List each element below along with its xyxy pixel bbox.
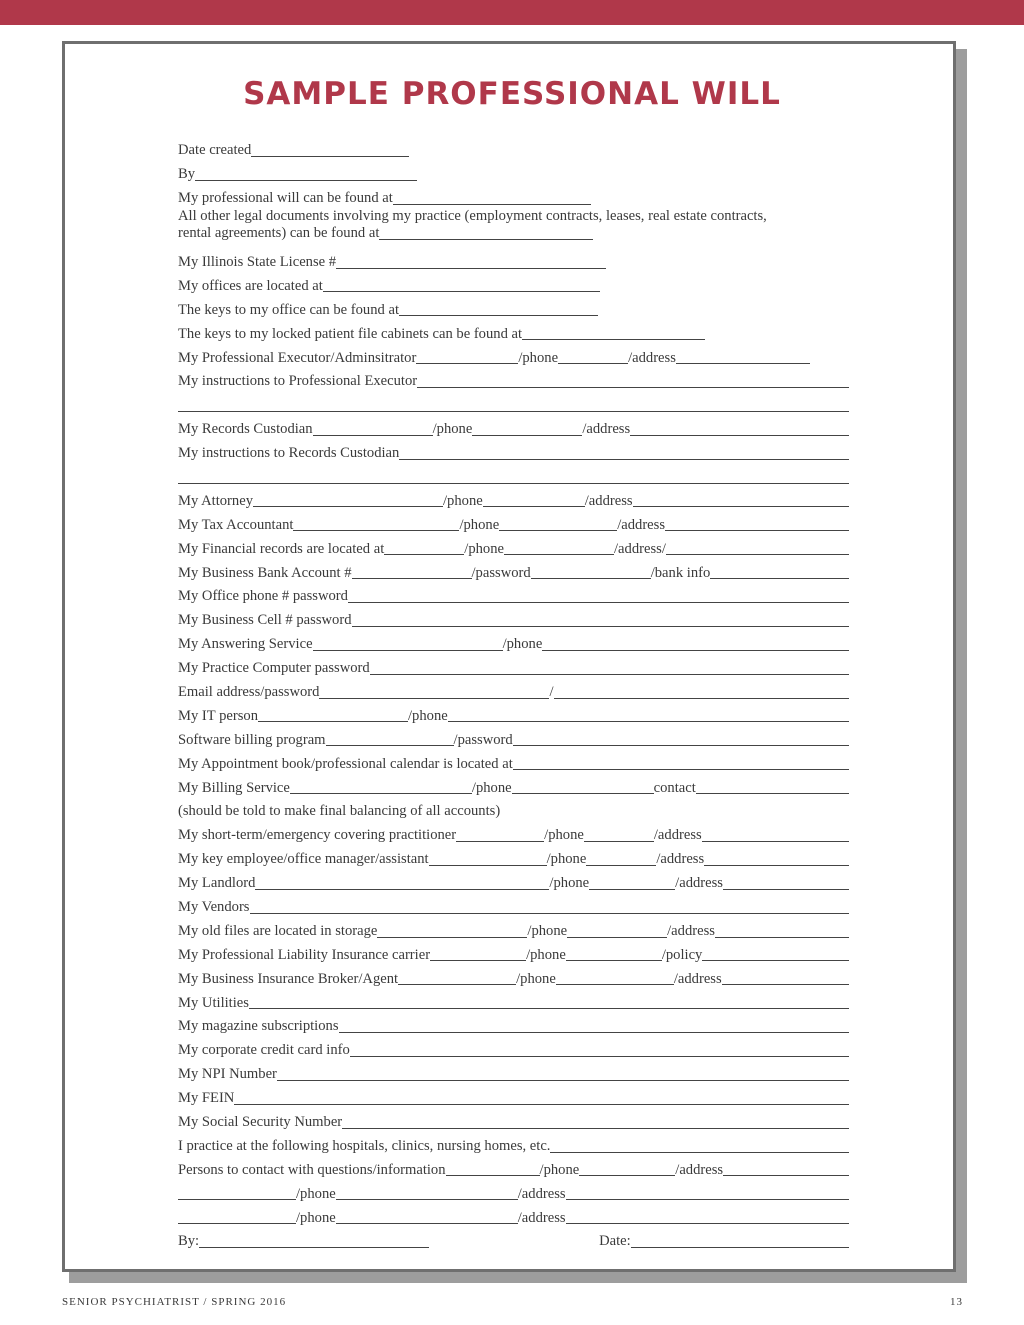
field-label: My FEIN (178, 1090, 235, 1107)
field-label: /address (675, 1161, 724, 1178)
form-line (178, 160, 849, 184)
blank-field[interactable] (558, 362, 628, 364)
blank-field[interactable] (584, 840, 654, 842)
blank-field[interactable] (633, 505, 849, 507)
field-label: Email address/password (178, 684, 320, 700)
top-color-bar (0, 0, 1024, 25)
blank-field[interactable] (290, 792, 472, 794)
field-label: My Social Security Number (178, 1114, 343, 1131)
blank-field[interactable] (377, 936, 527, 938)
field-label: My Vendors (178, 899, 250, 916)
blank-field[interactable] (531, 577, 651, 579)
blank-field[interactable] (702, 959, 849, 961)
blank-field[interactable] (456, 840, 544, 842)
field-label: I practice at the following hospitals, clinics, nursing homes, etc. (178, 1137, 551, 1154)
field-label: /phone (459, 516, 500, 533)
field-label: /policy (661, 946, 703, 963)
field-label: My offices are located at (178, 277, 323, 294)
form-line (178, 630, 849, 654)
field-label: The keys to my locked patient file cabinets can be found at (178, 325, 523, 342)
form-line (178, 343, 849, 367)
form-line (178, 749, 849, 773)
blank-field[interactable] (336, 1222, 518, 1224)
form-line (178, 415, 849, 439)
field-label: /password (471, 564, 531, 581)
blank-field[interactable] (250, 912, 850, 914)
blank-field[interactable] (676, 362, 810, 364)
blank-field[interactable] (384, 553, 464, 555)
blank-field[interactable] (178, 1198, 296, 1200)
blank-field[interactable] (417, 386, 849, 388)
blank-field[interactable] (550, 1151, 849, 1153)
field-label: /address (582, 421, 631, 438)
field-label: My Landlord (178, 875, 256, 892)
field-label: /phone (296, 1209, 336, 1226)
footer-page-number: 13 (950, 1296, 963, 1308)
field-label: My magazine subscriptions (178, 1018, 339, 1035)
blank-field[interactable] (723, 888, 849, 890)
field-label: /phone (443, 492, 483, 509)
field-label: Persons to contact with questions/information (178, 1161, 446, 1178)
blank-field[interactable] (446, 1174, 540, 1176)
form-line (178, 1036, 849, 1060)
blank-field[interactable] (513, 744, 849, 746)
field-label: /address (517, 1185, 566, 1202)
form-line (178, 272, 849, 296)
field-label: /phone (527, 922, 568, 939)
field-label: My Illinois State License # (178, 253, 337, 270)
field-label: My Answering Service (178, 636, 313, 653)
field-label: /address/ (614, 540, 666, 557)
form-line (178, 893, 849, 917)
will-form (178, 136, 849, 1251)
blank-field[interactable] (566, 959, 662, 961)
blank-field[interactable] (319, 697, 549, 699)
field-label: /phone (526, 946, 566, 963)
form-line (178, 702, 849, 726)
blank-field[interactable] (393, 203, 591, 205)
field-label: My Office phone # password (178, 588, 348, 605)
field-label: /address (628, 349, 676, 366)
blank-field[interactable] (512, 792, 654, 794)
blank-field[interactable] (398, 983, 516, 985)
blank-field[interactable] (313, 649, 503, 651)
form-line (178, 917, 849, 941)
field-label: My Tax Accountant (178, 516, 294, 533)
field-label: My Financial records are located at (178, 540, 385, 557)
field-label: My Utilities (178, 994, 249, 1011)
blank-field[interactable] (277, 1079, 849, 1081)
blank-field[interactable] (379, 238, 593, 240)
field-label: My Records Custodian (178, 421, 313, 438)
form-line (178, 391, 849, 415)
form-line (178, 869, 849, 893)
form-line (178, 773, 849, 797)
field-label: My short-term/emergency covering practitioner (178, 827, 457, 844)
field-label: /address (517, 1209, 566, 1226)
blank-field[interactable] (710, 577, 849, 579)
field-label: /address (656, 851, 705, 868)
blank-field[interactable] (579, 1174, 675, 1176)
blank-field[interactable] (336, 1198, 518, 1200)
form-line (178, 1203, 849, 1227)
blank-field[interactable] (483, 505, 585, 507)
form-line (178, 295, 849, 319)
blank-field[interactable] (554, 697, 849, 699)
blank-field[interactable] (566, 1198, 849, 1200)
form-line (178, 964, 849, 988)
blank-field[interactable] (178, 410, 849, 412)
field-label: /address (653, 827, 702, 844)
field-label: /address (584, 492, 633, 509)
blank-field[interactable] (370, 673, 849, 675)
field-label: /phone (544, 827, 584, 844)
blank-field[interactable] (416, 362, 518, 364)
blank-field[interactable] (313, 434, 433, 436)
blank-field[interactable] (448, 720, 849, 722)
field-label: My Business Cell # password (178, 612, 352, 629)
blank-field[interactable] (253, 505, 443, 507)
field-label: By (178, 166, 196, 183)
blank-field[interactable] (399, 458, 849, 460)
blank-field[interactable] (249, 1007, 849, 1009)
field-label: My instructions to Professional Executor (178, 373, 418, 390)
blank-field[interactable] (429, 864, 547, 866)
field-label: /phone (432, 421, 473, 438)
blank-field[interactable] (704, 864, 849, 866)
form-line (178, 136, 849, 160)
form-line (178, 463, 849, 487)
form-line (178, 797, 849, 821)
form-line (178, 725, 849, 749)
field-label: /phone (296, 1185, 336, 1202)
blank-field[interactable] (499, 529, 617, 531)
field-label: My Professional Executor/Adminsitrator (178, 349, 417, 366)
blank-field[interactable] (178, 1222, 296, 1224)
field-label: My Attorney (178, 492, 253, 509)
field-label: Date: (599, 1233, 631, 1250)
blank-field[interactable] (696, 792, 849, 794)
form-line (178, 534, 849, 558)
blank-field[interactable] (715, 936, 849, 938)
blank-field[interactable] (178, 482, 849, 484)
blank-field[interactable] (234, 1103, 849, 1105)
form-line (178, 319, 849, 343)
field-label: My professional will can be found at (178, 190, 393, 207)
field-label: Software billing program (178, 731, 326, 748)
field-label: My NPI Number (178, 1066, 277, 1083)
blank-field[interactable] (630, 434, 849, 436)
blank-field[interactable] (293, 529, 459, 531)
blank-field[interactable] (352, 625, 849, 627)
form-line (178, 1179, 849, 1203)
blank-field[interactable] (399, 314, 598, 316)
field-label: My Appointment book/professional calendar is located at (178, 755, 513, 772)
blank-field[interactable] (723, 1174, 849, 1176)
field-label: My IT person (178, 707, 258, 724)
blank-field[interactable] (348, 601, 849, 603)
field-label: /phone (471, 779, 512, 796)
blank-field[interactable] (195, 179, 417, 181)
field-label: /address (667, 922, 715, 939)
form-line (178, 988, 849, 1012)
blank-field[interactable] (350, 1055, 849, 1057)
blank-field[interactable] (567, 936, 667, 938)
form-line (178, 678, 849, 702)
field-label: /phone (464, 540, 504, 557)
field-label: /phone (518, 349, 559, 366)
form-line (178, 654, 849, 678)
blank-field[interactable] (326, 744, 454, 746)
blank-field[interactable] (472, 434, 582, 436)
form-line (178, 439, 849, 463)
form-line (178, 487, 849, 511)
form-line (178, 1108, 849, 1132)
form-line (178, 941, 849, 965)
form-line (178, 248, 849, 272)
form-line (178, 1156, 849, 1180)
blank-field[interactable] (258, 720, 408, 722)
footer-publication: SENIOR PSYCHIATRIST / SPRING 2016 (62, 1296, 287, 1308)
form-line (178, 1060, 849, 1084)
field-label: My old files are located in storage (178, 922, 378, 939)
field-label: My Professional Liability Insurance carrier (178, 946, 431, 963)
field-label: Date created (178, 142, 252, 159)
form-line (178, 558, 849, 582)
field-label: /phone (502, 636, 543, 653)
blank-field[interactable] (251, 155, 409, 157)
field-label: By: (178, 1233, 200, 1250)
field-label: My Business Insurance Broker/Agent (178, 970, 399, 987)
page-title: SAMPLE PROFESSIONAL WILL (243, 76, 781, 112)
blank-field[interactable] (352, 577, 472, 579)
field-label: /phone (408, 707, 448, 724)
blank-field[interactable] (665, 529, 849, 531)
blank-field[interactable] (342, 1127, 849, 1129)
field-label: /address (673, 970, 722, 987)
field-label: /phone (546, 851, 587, 868)
form-line (178, 606, 849, 630)
field-label: My key employee/office manager/assistant (178, 851, 429, 868)
field-label: All other legal documents involving my practice (employment contracts, leases, real estate contracts, (178, 208, 767, 225)
blank-field[interactable] (255, 888, 549, 890)
field-label: contact (653, 779, 696, 796)
blank-field[interactable] (722, 983, 849, 985)
blank-field[interactable] (199, 1246, 429, 1248)
blank-field[interactable] (336, 267, 606, 269)
field-label: /bank info (650, 564, 711, 581)
field-label: /password (453, 731, 513, 748)
form-line (178, 821, 849, 845)
field-label: /address (675, 875, 723, 892)
form-line-legal-documents (178, 208, 849, 248)
form-line (178, 510, 849, 534)
field-label: My Billing Service (178, 779, 290, 796)
field-label: The keys to my office can be found at (178, 301, 399, 318)
field-label: (should be told to make final balancing of all accounts) (178, 803, 501, 820)
field-label: /phone (539, 1161, 580, 1178)
blank-field[interactable] (631, 1246, 849, 1248)
form-line (178, 1132, 849, 1156)
field-label: /address (617, 516, 666, 533)
form-line (178, 845, 849, 869)
form-line (178, 1084, 849, 1108)
field-label: /phone (516, 970, 556, 987)
blank-field[interactable] (666, 553, 849, 555)
blank-field[interactable] (430, 959, 526, 961)
blank-field[interactable] (339, 1031, 849, 1033)
form-line (178, 1227, 849, 1251)
form-line (178, 367, 849, 391)
field-label: / (549, 684, 554, 700)
blank-field[interactable] (566, 1222, 849, 1224)
field-label: My Practice Computer password (178, 660, 370, 677)
blank-field[interactable] (556, 983, 674, 985)
field-label: rental agreements) can be found at (178, 225, 380, 242)
form-line (178, 582, 849, 606)
blank-field[interactable] (542, 649, 849, 651)
form-line (178, 184, 849, 208)
blank-field[interactable] (589, 888, 675, 890)
blank-field[interactable] (702, 840, 849, 842)
field-label: My Business Bank Account # (178, 564, 352, 581)
blank-field[interactable] (522, 338, 705, 340)
form-line (178, 1012, 849, 1036)
blank-field[interactable] (513, 768, 849, 770)
field-label: /phone (549, 875, 590, 892)
field-label: My corporate credit card info (178, 1042, 350, 1059)
blank-field[interactable] (586, 864, 656, 866)
blank-field[interactable] (504, 553, 614, 555)
field-label: My instructions to Records Custodian (178, 445, 400, 462)
blank-field[interactable] (323, 290, 600, 292)
